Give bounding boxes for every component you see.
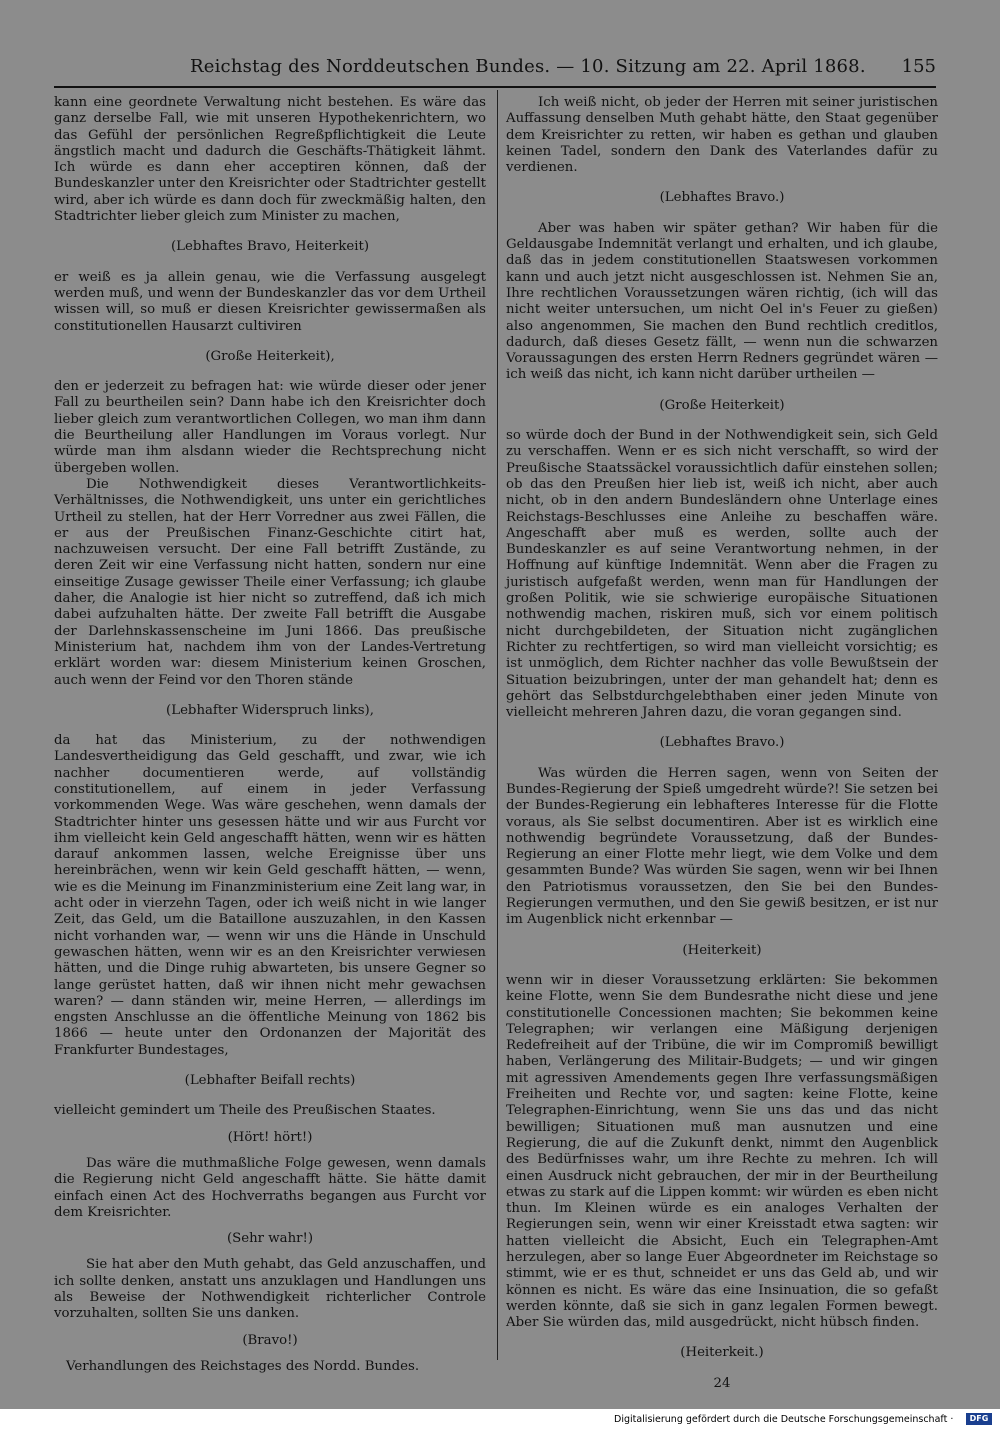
paragraph: den er jederzeit zu befragen hat: wie würde dieser oder jener Fall zu beurtheilen sein? Dann habe ich den Kreisrichter doch lieber gleich zum verantwortlichen Collegen, wo man ihm dann die Beurtheilung aller Handlungen im Voraus vorlegt. Nur würde man ihm alsdann wieder die Rechtsprechung nicht übergeben wollen. (54, 379, 486, 476)
paragraph: Was würden die Herren sagen, wenn von Seiten der Bundes-Regierung der Spieß umgedreht würde?! Sie setzen bei der Bundes-Regierung ein lebhafteres Interesse für die Flotte voraus, als Sie selbst documentiren. Aber ist es wirklich eine nothwendig begründete Voraussetzung, daß der Bundes-Regierung an einer Flotte mehr liegt, wie dem Volke und dem gesammten Bunde? Was würden Sie sagen, wenn wir bei Ihnen den Patriotismus voraussetzen, den Sie bei den Bundes-Regierungen vermuthen, und den Sie gewiß besitzen, er ist nur im Augenblick nicht erkennbar — (506, 765, 938, 928)
header-title: Reichstag des Norddeutschen Bundes. — 10. Sitzung am 22. April 1868. (190, 56, 866, 77)
dfg-logo: DFG (966, 1413, 992, 1425)
stage-direction: (Bravo!) (242, 1332, 298, 1348)
running-header (54, 56, 936, 82)
digitization-credit: Digitalisierung gefördert durch die Deutsche Forschungsgemeinschaft · (614, 1414, 954, 1425)
paragraph: wenn wir in dieser Voraussetzung erklärten: Sie bekommen keine Flotte, wenn Sie dem Bundesrathe nicht diese und jene constitutionelle Concessionen machten; Sie bekommen keine Telegraphen; wir verlangen eine Mäßigung derjenigen Redefreiheit auf der Tribüne, die wir im Compromiß bewilligt haben, Verlängerung des Militair-Budgets; — und wir gingen mit agressiven Amendements gegen Ihre verfassungsmäßigen Freiheiten und Rechte vor, und sagten: keine Flotte, keine Telegraphen-Einrichtung, wenn Sie uns das und das nicht bewilligen; Situationen muß man ausnutzen und eine Regierung, die auf die Zukunft denkt, nimmt den Augenblick des Bedürfnisses wahr, um ihre Rechte zu mehren. Ich will einen Ausdruck nicht gebrauchen, der mir in der Beurtheilung etwas zu stark auf die Lippen kommt: wir würden es eben nicht thun. Im Kleinen würde es ein analoges Verhalten der Regierungen sein, wenn wir einer Kreisstadt etwa sagten: wir hatten vielleicht die Absicht, Euch ein Telegraphen-Amt herzulegen, aber so lange Euer Abgeordneter im Reichstage so stimmt, wie er es thut, schneidet er uns das Geld ab, und wir können es nicht. Es wäre das eine Insinuation, die so gefaßt werden könnte, daß sie sich in ganz legalen Formen bewegt. Aber Sie würden das, mild ausgedrückt, nicht hübsch finden. (506, 972, 938, 1331)
stage-direction: (Hört! hört!) (227, 1129, 313, 1145)
stage-direction: (Heiterkeit) (682, 942, 762, 958)
paragraph: Das wäre die muthmaßliche Folge gewesen, wenn damals die Regierung nicht Geld angeschafft hätte. Sie hätte damit einfach einen Act des Hochverraths begangen aus Furcht vor dem Kreisrichter. (54, 1155, 486, 1220)
page-footer: Verhandlungen des Reichstages des Nordd. Bundes. (66, 1358, 420, 1374)
stage-direction: (Heiterkeit.) (680, 1345, 764, 1361)
paragraph: Sie hat aber den Muth gehabt, das Geld anzuschaffen, und ich sollte denken, anstatt uns anzuklagen und Handlungen uns als Beweise der Nothwendigkeit richterlicher Controle vorzuhalten, sollten Sie uns danken. (54, 1257, 486, 1322)
paragraph: er weiß es ja allein genau, wie die Verfassung ausgelegt werden muß, und wenn der Bundeskanzler das vor dem Urtheil wissen will, so muß er diesen Kreisrichter gewissermaßen als constitutionellen Hausarzt cultiviren (54, 269, 486, 334)
paragraph: da hat das Ministerium, zu der nothwendigen Landesvertheidigung das Geld geschafft, und zwar, wie ich nachher documentieren werde, auf vollständig constitutionellem, auf einem in jeder Verfassung vorkommenden Wege. Was wäre geschehen, wenn damals der Stadtrichter hinter uns gesessen hätte und wir aus Furcht vor ihm vielleicht kein Geld angeschafft hätten, wenn wir es hätten darauf ankommen lassen, welche Ereignisse über uns hereinbrächen, wenn wir kein Geld geschafft hätten, — wenn, wie es die Meinung im Finanzministerium eine Zeit lang war, in acht oder in vierzehn Tagen, oder ich weiß nicht in wie langer Zeit, das Geld, um die Bataillone auszuzahlen, in den Kassen nicht vorhanden war, — wenn wir uns die Hände in Unschuld gewaschen hätten, wenn wir es an den Kreisrichter verwiesen hätten, und die Dinge ruhig abwarteten, bis unsere Gegner so lange gerüstet hatten, daß wir ihnen nicht mehr gewachsen waren? — dann ständen wir, meine Herren, — allerdings im engsten Anschlusse an die öffentliche Meinung von 1862 bis 1866 — heute unter den Ordonanzen der Majorität des Frankfurter Bundestages, (54, 733, 486, 1058)
page-number: 155 (901, 56, 936, 77)
paragraph: vielleicht gemindert um Theile des Preußischen Staates. (54, 1103, 436, 1119)
header-rule (54, 86, 936, 88)
stage-direction: (Lebhafter Widerspruch links), (166, 702, 374, 718)
stage-direction: (Große Heiterkeit) (659, 397, 785, 413)
stage-direction: (Lebhafter Beifall rechts) (184, 1073, 356, 1089)
stage-direction: (Sehr wahr!) (226, 1231, 314, 1247)
paragraph: Die Nothwendigkeit dieses Verantwortlichkeits-Verhältnisses, die Nothwendigkeit, uns unter ein gerichtliches Urtheil zu stellen, hat der Herr Vorredner aus zwei Fällen, die er aus der Preußischen Finanz-Geschichte citirt hat, nachzuweisen versucht. Der eine Fall betrifft Zustände, zu deren Zeit wir eine Verfassung nicht hatten, sondern nur eine einseitige Zusage gewisser Theile einer Verfassung; ich glaube daher, die Analogie ist hier nicht so zutreffend, daß ich mich dabei aufzuhalten hätte. Der zweite Fall betrifft die Ausgabe der Darlehnskassenscheine im Juni 1866. Das preußische Ministerium hat, nachdem ihm von der Landes-Vertretung erklärt worden war: diesem Ministerium keinen Groschen, auch wenn der Feind vor den Thoren stände (54, 476, 486, 688)
stage-direction: (Lebhaftes Bravo.) (659, 190, 785, 206)
right-column (506, 95, 938, 1392)
column-divider (497, 90, 498, 1360)
left-column (54, 95, 486, 1375)
stage-direction: (Lebhaftes Bravo, Heiterkeit) (170, 239, 370, 255)
paragraph: Ich weiß nicht, ob jeder der Herren mit seiner juristischen Auffassung denselben Muth gehabt hätte, den Staat gegenüber dem Kreisrichter zu retten, wir haben es gethan und glauben keinen Tadel, sondern den Dank des Vaterlandes dafür zu verdienen. (506, 95, 938, 176)
paragraph: so würde doch der Bund in der Nothwendigkeit sein, sich Geld zu verschaffen. Wenn er es sich nicht verschafft, so wird der Preußische Staatssäckel voraussichtlich dafür einstehen sollen; ob das den Preußen hier lieb ist, weiß ich nicht, aber auch nicht, ob in den andern Bundesländern ohne Unterlage eines Reichstags-Beschlusses eine Anleihe zu beschaffen wäre. Angeschafft aber muß es werden, sollte auch der Bundeskanzler es auf seine Verantwortung nehmen, in der Hoffnung auf künftige Indemnität. Wenn aber die Fragen zu juristisch aufgefaßt werden, wenn man für Handlungen der großen Politik, wie sie schwierige europäische Situationen nothwendig machen, riskiren muß, sich vor einem politisch nicht durchgebildeten, der Situation nicht zugänglichen Richter zu rechtfertigen, so wird man vielleicht vorsichtig; es ist unmöglich, dem Richter nachher das volle Bewußtsein der Situation beizubringen, unter der man gehandelt hat; denn es gehört das Selbstdurchgelebthaben einer jeden Minute von vielleicht mehreren Jahren dazu, die voran gegangen sind. (506, 428, 938, 721)
stage-direction: (Lebhaftes Bravo.) (659, 735, 785, 751)
signature-mark: 24 (713, 1375, 731, 1391)
paragraph: Aber was haben wir später gethan? Wir haben für die Geldausgabe Indemnität verlangt und erhalten, und ich glaube, daß das in jedem constitutionellen Staatswesen vorkommen kann und auch jetzt nicht ausgeschlossen ist. Nehmen Sie an, Ihre rechtlichen Voraussetzungen wären richtig, (ich will das nicht weiter untersuchen, um nicht Oel in's Feuer zu gießen) also angenommen, Sie machen den Bund rechtlich creditlos, dadurch, daß dieses Gesetz fällt, — wenn nun die schwarzen Voraussagungen des ersten Herrn Redners gegründet wären — ich weiß das nicht, ich kann nicht darüber urtheilen — (506, 220, 938, 383)
paragraph: kann eine geordnete Verwaltung nicht bestehen. Es wäre das ganz derselbe Fall, wie mit unseren Hypothekenrichtern, wo das Gefühl der persönlichen Regreßpflichtigkeit die Leute ängstlich macht und dadurch die Geschäfts-Thätigkeit lähmt. Ich würde es dann eher acceptiren können, daß der Bundeskanzler unter den Kreisrichter oder Stadtrichter gestellt wird, aber ich würde es dann doch für zweckmäßig halten, den Stadtrichter lieber gleich zum Minister zu machen, (54, 95, 486, 225)
stage-direction: (Große Heiterkeit), (205, 348, 335, 364)
